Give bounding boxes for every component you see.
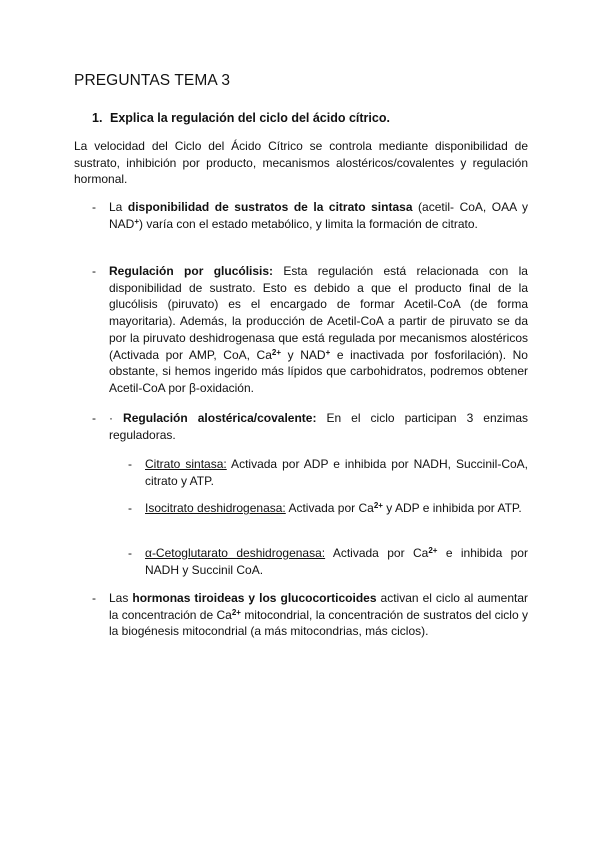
enzyme-citrato-sintasa: [128, 456, 528, 489]
bullet-dash: -: [92, 264, 96, 278]
bullet-dash: -: [128, 546, 132, 560]
bullet-dash: -: [92, 411, 96, 425]
bullet-text: · Regulación alostérica/covalente: En el ciclo participan 3 enzimas reguladoras.: [109, 411, 528, 442]
enzyme-alfa-cetoglutarato-deshidrogenasa: [128, 545, 528, 578]
bullet-allosteric-regulation: [92, 410, 528, 443]
bullet-text: La disponibilidad de sustratos de la citrato sintasa (acetil- CoA, OAA y NAD+) varía con el estado metabólico, y limita la formación de citrato.: [109, 200, 529, 231]
bullet-dash: -: [92, 200, 96, 214]
bullet-dash: -: [128, 501, 132, 515]
enzyme-text: Isocitrato deshidrogenasa: Activada por $Ca^{2+}$ y ADP e inhibida por ATP.: [145, 501, 522, 515]
intro-paragraph: La velocidad del Ciclo del Ácido Cítrico se controla mediante disponibilidad de sustrato, inhibición por producto, mecanismos alostéricos/covalentes y regulación hormonal.: [74, 139, 528, 187]
bullet-substrate-availability: [92, 199, 528, 232]
bullet-dash: -: [92, 591, 96, 605]
question-number: 1.: [92, 111, 103, 125]
bullet-text: Regulación por glucólisis: Esta regulación está relacionada con la disponibilidad de sustrato. Esto es debido a que el producto final de la glucólisis (piruvato) es el encargado de formar Acetil-CoA (de forma mayoritaria). Además, la producción de Acetil-CoA a partir de piruvato se da por la piruvato deshidrogenasa que está regulada por mecanismos alostéricos (Activada por AMP, CoA, $Ca^{2+}$ y NAD+ e inactivada por fosforilación). No obstante, si hemos ingerido más lípidos que carbohidratos, podremos obtener Acetil-CoA por β-oxidación.: [109, 264, 528, 395]
enzyme-isocitrato-deshidrogenasa: [128, 500, 528, 517]
question-heading: [92, 111, 390, 125]
question-text: Explica la regulación del ciclo del ácido cítrico.: [110, 111, 390, 125]
page-title: PREGUNTAS TEMA 3: [74, 72, 231, 89]
bullet-glycolysis-regulation: [92, 263, 528, 397]
enzyme-text: Citrato sintasa: Activada por ADP e inhibida por NADH, Succinil-CoA, citrato y ATP.: [145, 457, 528, 488]
bullet-dash: -: [128, 457, 132, 471]
enzyme-text: α-Cetoglutarato deshidrogenasa: Activada por $Ca^{2+}$ e inhibida por NADH y Succinil CoA.: [145, 546, 528, 577]
bullet-hormonal-regulation: [92, 590, 528, 640]
bullet-text: Las hormonas tiroideas y los glucocorticoides activan el ciclo al aumentar la concentración de $Ca^{2+}$ mitocondrial, la concentración de sustratos del ciclo y la biogénesis mitocondrial (a más mitocondrias, más ciclos).: [109, 591, 529, 639]
